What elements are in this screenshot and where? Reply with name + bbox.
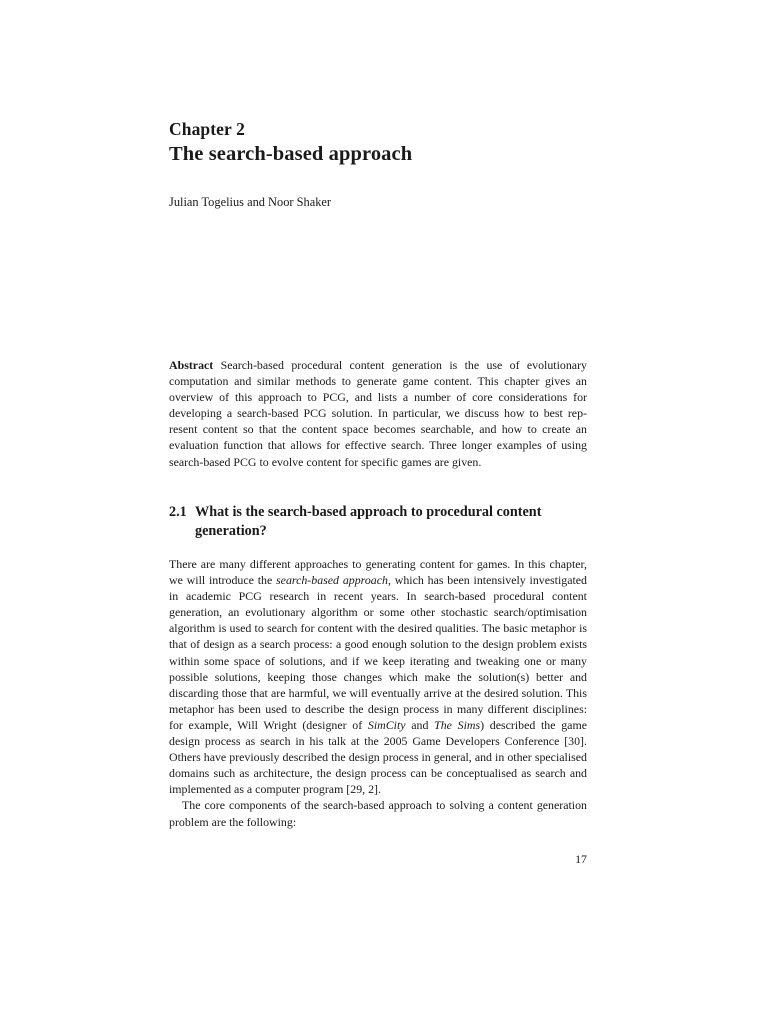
body-text-run: , which has been intensively investigated in academic PCG research in recent years. In search-based procedural content generation, an evolutionary algorithm or some other stochastic search/optimisation algorithm is used to search for content with the desired qualities. The basic metaphor is that of design as a search process: a good enough solution to the design problem exists within some space of solutions, and if we keep iterating and tweaking one or many possible solutions, keeping those changes which make the solution(s) better and discarding those that are harmful, we will eventually arrive at the desired solution. This metaphor has been used to describe the design process in many different disciplines: for example, Will Wright (designer of xyxy=(169,573,587,732)
body-paragraph-1 xyxy=(169,556,587,797)
abstract xyxy=(169,357,587,470)
emphasis-search-based-approach: search-based approach xyxy=(276,573,388,588)
page-number: 17 xyxy=(575,852,587,866)
section-heading xyxy=(169,503,587,540)
section-number: 2.1 xyxy=(169,504,187,520)
chapter-label: Chapter 2 xyxy=(169,119,245,139)
body-paragraph-2: The core components of the search-based approach to solving a content generation problem are the following: xyxy=(169,798,587,829)
emphasis-the-sims: The Sims xyxy=(434,717,481,732)
abstract-label: Abstract xyxy=(169,358,214,372)
body-text-run: and xyxy=(405,717,435,732)
body-text-run: ) described the game design process as search in his talk at the 2005 Game Developers Conference [30]. Others have previously described the design process in general, and in other specialised domains such as architecture, the design process can be conceptualised as search and implemented as a computer program [29, 2]. xyxy=(169,717,587,797)
emphasis-simcity: SimCity xyxy=(367,717,406,732)
book-page xyxy=(169,0,587,1024)
chapter-authors: Julian Togelius and Noor Shaker xyxy=(169,195,332,209)
chapter-title: The search-based approach xyxy=(169,143,413,165)
section-body xyxy=(169,556,587,830)
abstract-text: Search-based procedural content generation is the use of evolutionary computation and similar methods to generate game content. This chapter gives an overview of this approach to PCG, and lists a number of core considerations for developing a search-based PCG solution. In particular, we discuss how to best represent content so that the content space becomes searchable, and how to create an evaluation function that allows for effective search. Three longer examples of using search-based PCG to evolve content for specific games are given. xyxy=(169,358,587,469)
body-text-run: There are many different approaches to generating content for games. In this chapter, we will introduce the xyxy=(169,557,587,588)
section-title: What is the search-based approach to procedural content generation? xyxy=(195,504,542,539)
